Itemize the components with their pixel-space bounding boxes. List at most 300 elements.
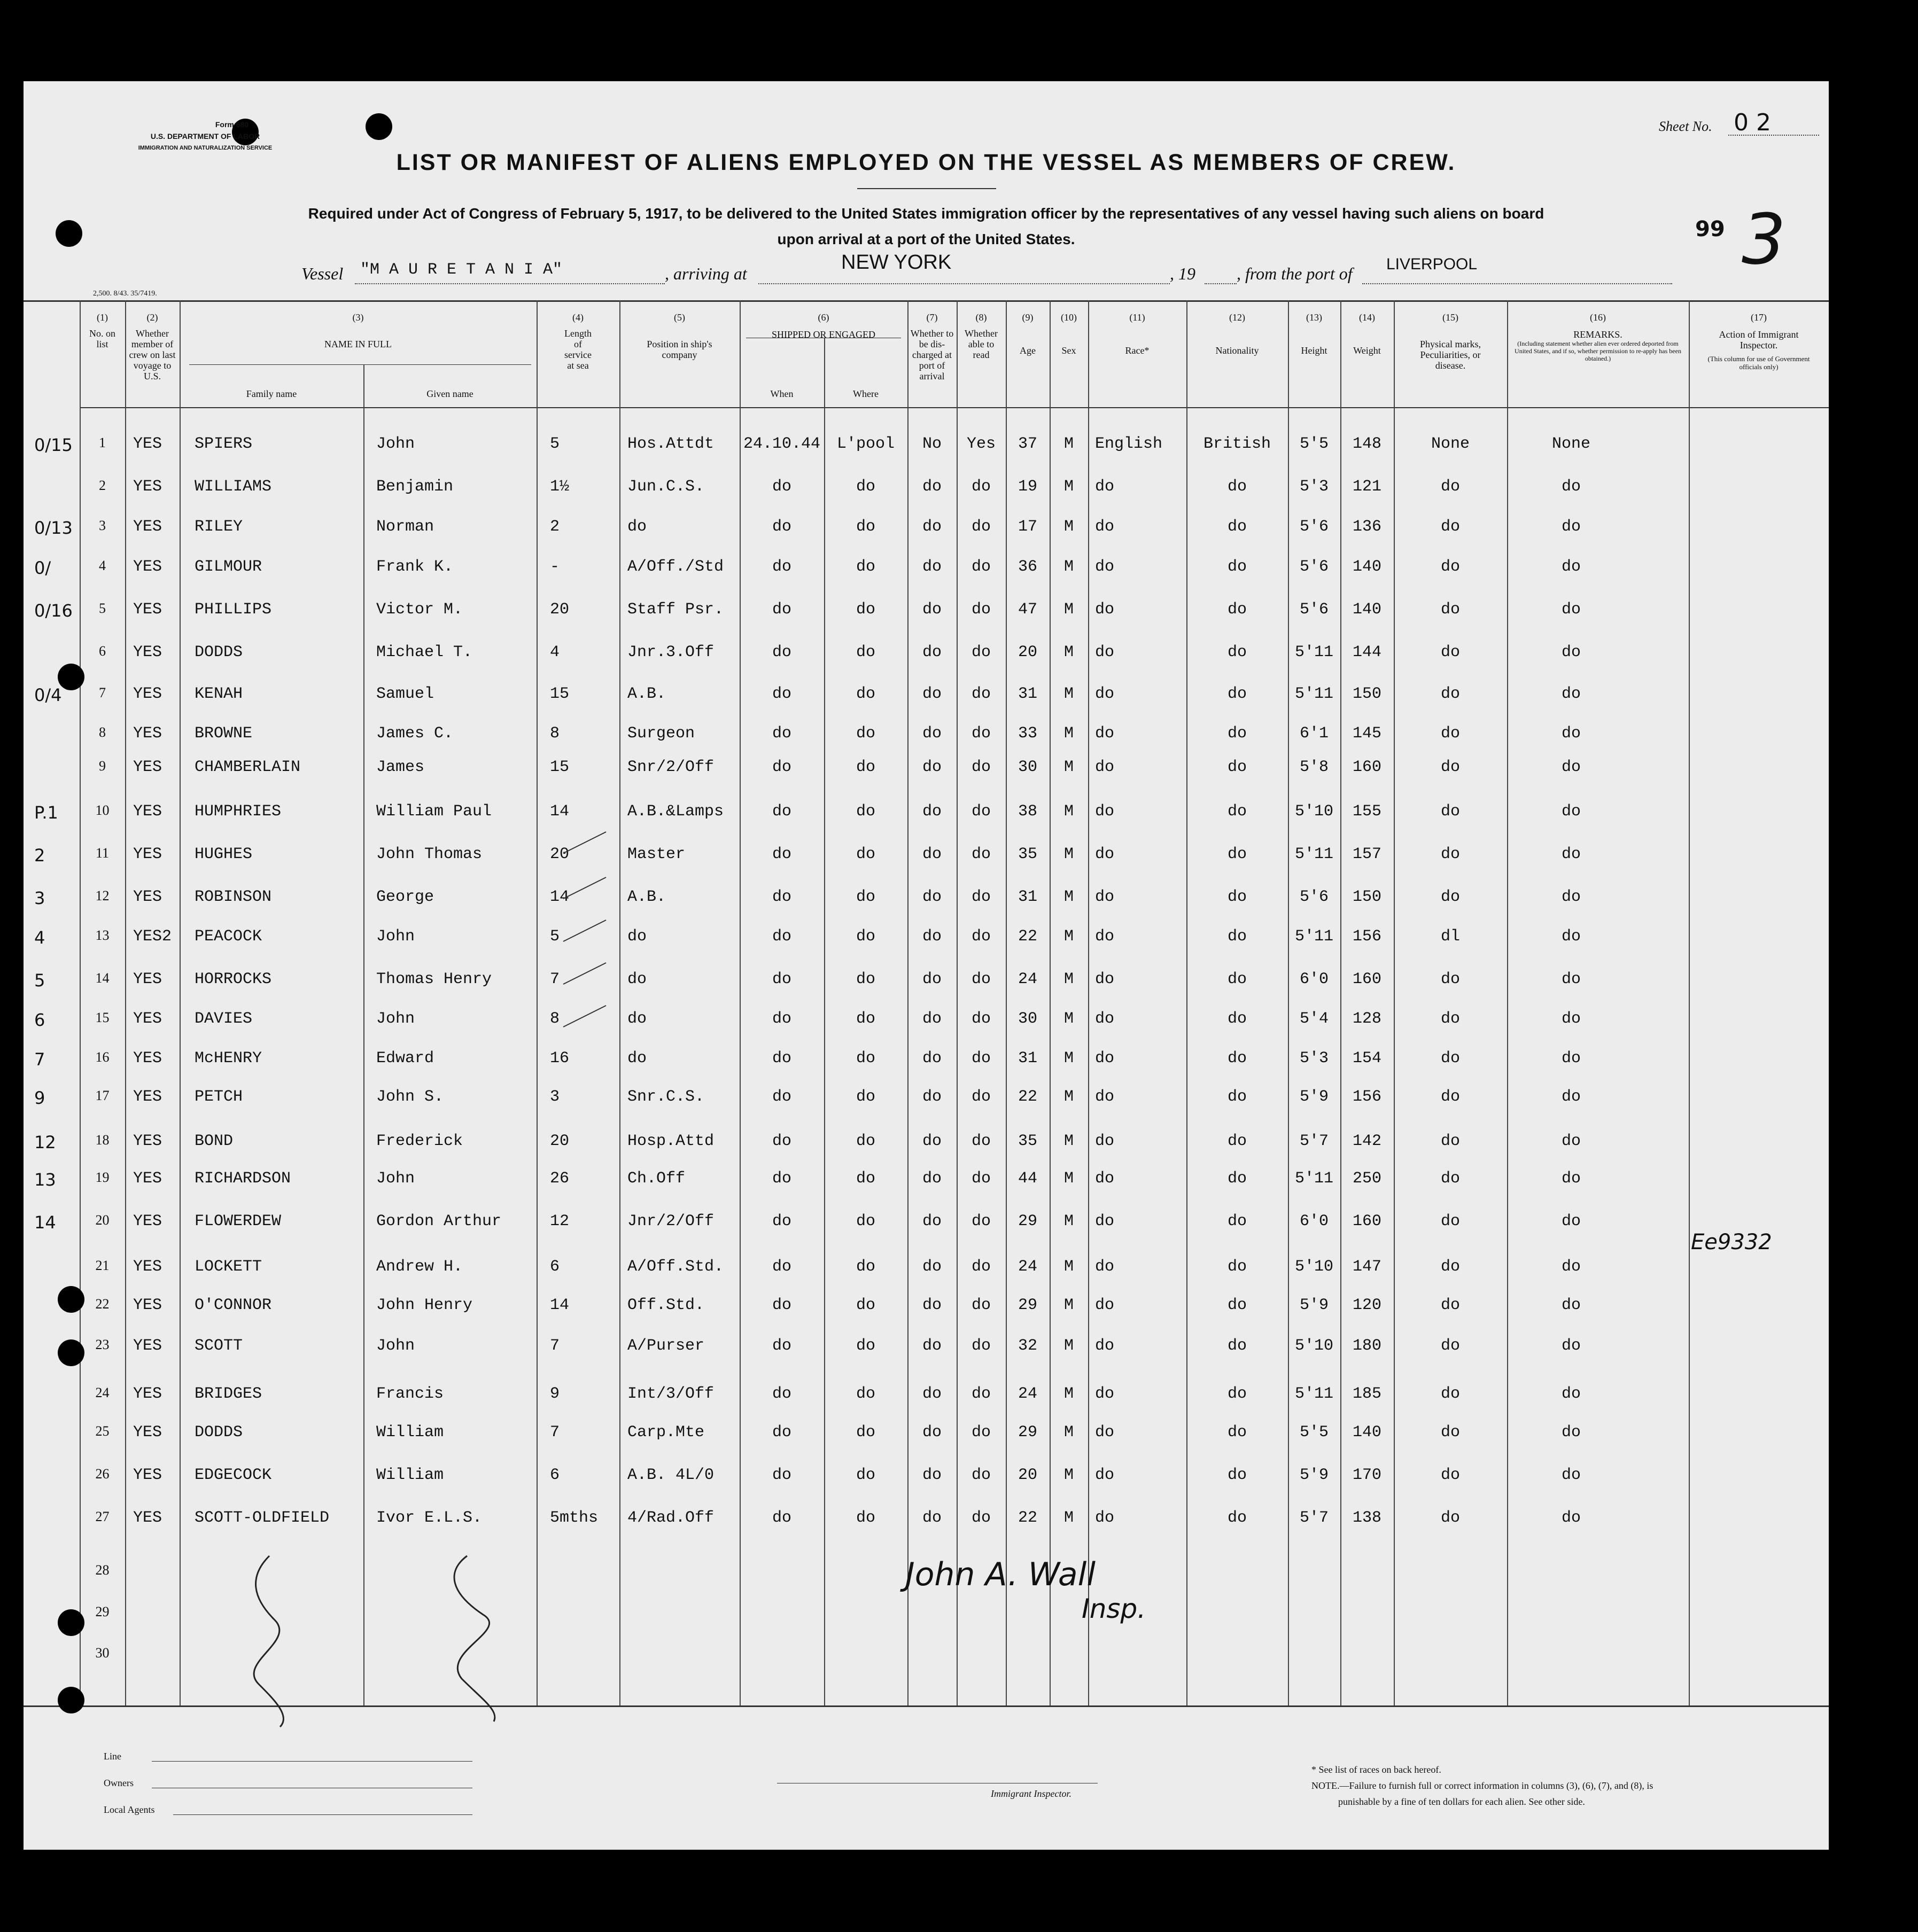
col-number: (1) xyxy=(97,312,108,323)
col-title: Physical marks, Peculiarities, or disease. xyxy=(1420,339,1481,371)
physical-marks: do xyxy=(1440,1010,1460,1028)
family-name: FLOWERDEW xyxy=(195,1212,282,1230)
crew-flag: YES xyxy=(133,1132,162,1150)
given-name: John Henry xyxy=(376,1296,473,1314)
nationality: do xyxy=(1227,685,1247,703)
weight: 142 xyxy=(1352,1132,1381,1150)
shipped-where: do xyxy=(856,1010,875,1028)
race: do xyxy=(1095,643,1115,661)
sex: M xyxy=(1063,803,1074,821)
length-of-service: 16 xyxy=(550,1049,570,1068)
remarks: do xyxy=(1561,928,1581,946)
given-name: Thomas Henry xyxy=(376,970,492,988)
shipped-when: do xyxy=(772,1466,791,1484)
margin-note: 2 xyxy=(34,845,45,866)
able-to-read: do xyxy=(971,888,991,906)
crew-flag: YES xyxy=(133,970,162,988)
crew-flag: YES xyxy=(133,518,162,536)
col-title: Whether to be dis-charged at port of arrival xyxy=(910,328,954,381)
shipped-when: do xyxy=(772,1296,791,1314)
margin-note: 12 xyxy=(34,1132,56,1152)
position: Surgeon xyxy=(627,724,695,743)
immigrant-inspector-label: Immigrant Inspector. xyxy=(991,1788,1071,1799)
length-of-service: 12 xyxy=(550,1212,570,1230)
weight: 150 xyxy=(1352,685,1381,703)
crew-flag: YES xyxy=(133,1010,162,1028)
weight: 180 xyxy=(1352,1337,1381,1355)
shipped-when: do xyxy=(772,970,791,988)
length-of-service: 7 xyxy=(550,1423,560,1442)
race: do xyxy=(1095,1088,1115,1106)
able-to-read: do xyxy=(971,845,991,863)
length-of-service: 15 xyxy=(550,758,570,776)
family-name: EDGECOCK xyxy=(195,1466,272,1484)
given-name: Norman xyxy=(376,518,434,536)
physical-marks: do xyxy=(1440,558,1460,576)
col-title: Action of Immigrant Inspector. xyxy=(1719,329,1799,350)
shipped-where: do xyxy=(856,1088,875,1106)
length-of-service: 6 xyxy=(550,1466,560,1484)
family-name: CHAMBERLAIN xyxy=(195,758,301,776)
race: do xyxy=(1095,478,1115,496)
position: Hosp.Attd xyxy=(627,1132,715,1150)
physical-marks: do xyxy=(1440,643,1460,661)
discharged: do xyxy=(922,1170,942,1188)
sex: M xyxy=(1063,845,1074,863)
shipped-where: do xyxy=(856,970,875,988)
position: Snr.C.S. xyxy=(627,1088,705,1106)
reference-big-number: 3 xyxy=(1742,199,1786,280)
inspector-signature-title: Insp. xyxy=(1082,1593,1146,1624)
weight: 120 xyxy=(1352,1296,1381,1314)
height: 5'7 xyxy=(1299,1509,1329,1527)
given-name: James C. xyxy=(376,724,454,743)
race: do xyxy=(1095,928,1115,946)
line-rule xyxy=(152,1761,472,1762)
given-name: John xyxy=(376,928,415,946)
physical-marks: do xyxy=(1440,724,1460,743)
crew-flag: YES xyxy=(133,558,162,576)
height: 6'0 xyxy=(1299,970,1329,988)
remarks: do xyxy=(1561,1385,1581,1403)
physical-marks: do xyxy=(1440,518,1460,536)
length-of-service: 15 xyxy=(550,685,570,703)
shipped-when: do xyxy=(772,478,791,496)
remarks: do xyxy=(1561,558,1581,576)
able-to-read: do xyxy=(971,685,991,703)
weight: 185 xyxy=(1352,1385,1381,1403)
remarks: do xyxy=(1561,1509,1581,1527)
shipped-where: do xyxy=(856,643,875,661)
right-annotation: Ee9332 xyxy=(1691,1230,1772,1255)
able-to-read: do xyxy=(971,724,991,743)
position: do xyxy=(627,1010,647,1028)
shipped-where: do xyxy=(856,758,875,776)
shipped-where: do xyxy=(856,1385,875,1403)
crew-flag: YES2 xyxy=(133,928,172,946)
fine-note-1: NOTE.—Failure to furnish full or correct information in columns (3), (6), (7), and (8), is xyxy=(1311,1780,1653,1791)
height: 5'9 xyxy=(1299,1466,1329,1484)
arriving-port: NEW YORK xyxy=(841,251,952,274)
nationality: British xyxy=(1203,435,1271,453)
family-name: GILMOUR xyxy=(195,558,262,576)
col-6b-header: Where xyxy=(853,388,879,399)
family-name: ROBINSON xyxy=(195,888,272,906)
nationality: do xyxy=(1227,1132,1247,1150)
age: 24 xyxy=(1018,1258,1037,1276)
year-label: , 19 xyxy=(1170,264,1195,283)
sex: M xyxy=(1063,601,1074,619)
race: do xyxy=(1095,1170,1115,1188)
given-name: Michael T. xyxy=(376,643,473,661)
given-name: Ivor E.L.S. xyxy=(376,1509,483,1527)
nationality: do xyxy=(1227,1010,1247,1028)
margin-note: 13 xyxy=(34,1170,56,1190)
length-of-service: 26 xyxy=(550,1170,570,1188)
weight: 138 xyxy=(1352,1509,1381,1527)
discharged: do xyxy=(922,601,942,619)
col-number: (6) xyxy=(818,312,829,323)
family-name: McHENRY xyxy=(195,1049,262,1068)
able-to-read: do xyxy=(971,601,991,619)
given-name: Benjamin xyxy=(376,478,454,496)
race: do xyxy=(1095,758,1115,776)
family-name: RILEY xyxy=(195,518,243,536)
shipped-where: do xyxy=(856,478,875,496)
height: 5'6 xyxy=(1299,518,1329,536)
col-title: REMARKS. xyxy=(1573,329,1622,340)
crew-flag: YES xyxy=(133,478,162,496)
local-agents-label: Local Agents xyxy=(104,1804,155,1815)
row-number: 4 xyxy=(99,558,106,573)
age: 17 xyxy=(1018,518,1037,536)
margin-note: 3 xyxy=(34,888,45,908)
discharged: do xyxy=(922,1049,942,1068)
row-number: 2 xyxy=(99,478,106,493)
crew-flag: YES xyxy=(133,1296,162,1314)
able-to-read: do xyxy=(971,1049,991,1068)
family-name: LOCKETT xyxy=(195,1258,262,1276)
age: 31 xyxy=(1018,1049,1037,1068)
col-3a-header: Family name xyxy=(246,388,297,399)
age: 20 xyxy=(1018,1466,1037,1484)
discharged: do xyxy=(922,685,942,703)
shipped-when: 24.10.44 xyxy=(743,435,821,453)
crew-flag: YES xyxy=(133,1509,162,1527)
position: A.B. 4L/0 xyxy=(627,1466,715,1484)
discharged: do xyxy=(922,558,942,576)
height: 5'6 xyxy=(1299,888,1329,906)
position: do xyxy=(627,970,647,988)
height: 5'3 xyxy=(1299,1049,1329,1068)
crew-flag: YES xyxy=(133,1337,162,1355)
length-of-service: 9 xyxy=(550,1385,560,1403)
nationality: do xyxy=(1227,1088,1247,1106)
print-code: 2,500. 8/43. 35/7419. xyxy=(93,290,157,298)
able-to-read: do xyxy=(971,1296,991,1314)
col-subtitle: (This column for use of Government officials only) xyxy=(1707,355,1810,371)
discharged: do xyxy=(922,643,942,661)
nationality: do xyxy=(1227,1337,1247,1355)
race: do xyxy=(1095,1337,1115,1355)
length-of-service: 14 xyxy=(550,888,570,906)
height: 6'0 xyxy=(1299,1212,1329,1230)
margin-note: P.1 xyxy=(34,803,58,823)
remarks: do xyxy=(1561,845,1581,863)
height: 5'5 xyxy=(1299,1423,1329,1442)
shipped-when: do xyxy=(772,1423,791,1442)
col-number: (9) xyxy=(1022,312,1034,323)
family-name: HUMPHRIES xyxy=(195,803,282,821)
margin-note: 7 xyxy=(34,1049,45,1070)
weight: 147 xyxy=(1352,1258,1381,1276)
col-number: (12) xyxy=(1229,312,1245,323)
shipped-when: do xyxy=(772,1212,791,1230)
age: 29 xyxy=(1018,1212,1037,1230)
margin-note: 0/16 xyxy=(34,601,73,621)
height: 5'11 xyxy=(1294,1170,1333,1188)
nationality: do xyxy=(1227,724,1247,743)
race: do xyxy=(1095,845,1115,863)
weight: 156 xyxy=(1352,1088,1381,1106)
age: 31 xyxy=(1018,888,1037,906)
length-of-service: 7 xyxy=(550,970,560,988)
remarks: do xyxy=(1561,1466,1581,1484)
given-name: James xyxy=(376,758,425,776)
position: A.B. xyxy=(627,888,666,906)
length-of-service: 8 xyxy=(550,724,560,743)
length-of-service: 20 xyxy=(550,1132,570,1150)
family-name: BROWNE xyxy=(195,724,253,743)
row-number: 10 xyxy=(95,803,110,818)
able-to-read: do xyxy=(971,643,991,661)
physical-marks: do xyxy=(1440,1170,1460,1188)
col-number: (17) xyxy=(1751,312,1767,323)
weight: 140 xyxy=(1352,1423,1381,1442)
col-number: (2) xyxy=(146,312,158,323)
age: 19 xyxy=(1018,478,1037,496)
col-title: SHIPPED OR ENGAGED xyxy=(771,329,875,340)
shipped-when: do xyxy=(772,1049,791,1068)
length-of-service: - xyxy=(550,558,560,576)
margin-note: 5 xyxy=(34,970,45,991)
col-title: Age xyxy=(1020,345,1036,356)
height: 6'1 xyxy=(1299,724,1329,743)
position: Staff Psr. xyxy=(627,601,724,619)
height: 5'3 xyxy=(1299,478,1329,496)
row-number: 17 xyxy=(95,1088,110,1103)
able-to-read: do xyxy=(971,1132,991,1150)
col-title: Position in ship's company xyxy=(647,339,712,360)
age: 24 xyxy=(1018,970,1037,988)
nationality: do xyxy=(1227,518,1247,536)
able-to-read: do xyxy=(971,1088,991,1106)
length-of-service: 3 xyxy=(550,1088,560,1106)
age: 44 xyxy=(1018,1170,1037,1188)
race-note: * See list of races on back hereof. xyxy=(1311,1764,1441,1775)
punch-hole xyxy=(58,1286,84,1313)
shipped-when: do xyxy=(772,758,791,776)
weight: 140 xyxy=(1352,558,1381,576)
family-name: O'CONNOR xyxy=(195,1296,272,1314)
physical-marks: do xyxy=(1440,1212,1460,1230)
race: do xyxy=(1095,685,1115,703)
age: 20 xyxy=(1018,643,1037,661)
able-to-read: do xyxy=(971,1337,991,1355)
empty-row-number: 28 xyxy=(95,1562,110,1578)
vessel-name: "M A U R E T A N I A" xyxy=(360,261,563,279)
crew-flag: YES xyxy=(133,601,162,619)
physical-marks: do xyxy=(1440,1423,1460,1442)
height: 5'10 xyxy=(1294,1337,1333,1355)
race: do xyxy=(1095,1423,1115,1442)
sex: M xyxy=(1063,1423,1074,1442)
physical-marks: None xyxy=(1431,435,1470,453)
weight: 160 xyxy=(1352,1212,1381,1230)
line-label: Line xyxy=(104,1751,121,1762)
sex: M xyxy=(1063,888,1074,906)
position: Int/3/Off xyxy=(627,1385,715,1403)
remarks: do xyxy=(1561,1258,1581,1276)
physical-marks: do xyxy=(1440,803,1460,821)
age: 30 xyxy=(1018,758,1037,776)
age: 22 xyxy=(1018,1088,1037,1106)
col-title: Nationality xyxy=(1215,345,1259,356)
inspector-signature: John A. Wall xyxy=(905,1556,1096,1593)
discharged: do xyxy=(922,1132,942,1150)
shipped-where: do xyxy=(856,601,875,619)
family-name: DODDS xyxy=(195,1423,243,1442)
col-number: (14) xyxy=(1359,312,1375,323)
shipped-where: do xyxy=(856,845,875,863)
sex: M xyxy=(1063,478,1074,496)
given-name: William Paul xyxy=(376,803,492,821)
discharged: do xyxy=(922,1466,942,1484)
shipped-when: do xyxy=(772,1258,791,1276)
shipped-where: do xyxy=(856,1466,875,1484)
reference-number: 99 xyxy=(1695,217,1725,242)
shipped-where: L'pool xyxy=(836,435,895,453)
col-number: (3) xyxy=(352,312,364,323)
crew-flag: YES xyxy=(133,1049,162,1068)
sex: M xyxy=(1063,1258,1074,1276)
family-name: PETCH xyxy=(195,1088,243,1106)
col-title: Whether able to read xyxy=(965,328,998,360)
position: A/Off.Std. xyxy=(627,1258,724,1276)
nationality: do xyxy=(1227,1296,1247,1314)
crew-flag: YES xyxy=(133,1423,162,1442)
physical-marks: do xyxy=(1440,1337,1460,1355)
shipped-when: do xyxy=(772,601,791,619)
height: 5'5 xyxy=(1299,435,1329,453)
sex: M xyxy=(1063,1088,1074,1106)
col-title: Whether member of crew on last voyage to U.S. xyxy=(129,328,176,381)
punch-hole xyxy=(58,664,84,690)
height: 5'6 xyxy=(1299,558,1329,576)
sex: M xyxy=(1063,518,1074,536)
row-number: 6 xyxy=(99,643,106,659)
remarks: do xyxy=(1561,1296,1581,1314)
weight: 128 xyxy=(1352,1010,1381,1028)
crew-flag: YES xyxy=(133,643,162,661)
height: 5'11 xyxy=(1294,685,1333,703)
department-name: U.S. DEPARTMENT OF LABOR xyxy=(150,132,260,141)
weight: 154 xyxy=(1352,1049,1381,1068)
crew-flag: YES xyxy=(133,1385,162,1403)
margin-note: 0/13 xyxy=(34,518,73,538)
discharged: do xyxy=(922,1296,942,1314)
weight: 145 xyxy=(1352,724,1381,743)
shipped-where: do xyxy=(856,928,875,946)
race: do xyxy=(1095,888,1115,906)
weight: 140 xyxy=(1352,601,1381,619)
family-name: KENAH xyxy=(195,685,243,703)
discharged: do xyxy=(922,928,942,946)
nationality: do xyxy=(1227,1212,1247,1230)
given-name: Frank K. xyxy=(376,558,454,576)
discharged: do xyxy=(922,1010,942,1028)
family-name: HORROCKS xyxy=(195,970,272,988)
position: Snr/2/Off xyxy=(627,758,715,776)
able-to-read: do xyxy=(971,1509,991,1527)
given-name: William xyxy=(376,1423,444,1442)
discharged: do xyxy=(922,845,942,863)
family-name: BRIDGES xyxy=(195,1385,262,1403)
owners-label: Owners xyxy=(104,1778,134,1788)
sex: M xyxy=(1063,758,1074,776)
position: Master xyxy=(627,845,686,863)
able-to-read: do xyxy=(971,1423,991,1442)
height: 5'11 xyxy=(1294,1385,1333,1403)
able-to-read: do xyxy=(971,558,991,576)
agents-rule xyxy=(173,1814,472,1815)
nationality: do xyxy=(1227,1423,1247,1442)
position: Off.Std. xyxy=(627,1296,705,1314)
shipped-where: do xyxy=(856,1337,875,1355)
remarks: do xyxy=(1561,1088,1581,1106)
physical-marks: do xyxy=(1440,478,1460,496)
crew-flag: YES xyxy=(133,845,162,863)
row-number: 3 xyxy=(99,518,106,533)
row-number: 7 xyxy=(99,685,106,700)
given-name: John xyxy=(376,1010,415,1028)
race: do xyxy=(1095,1212,1115,1230)
fine-note-2: punishable by a fine of ten dollars for each alien. See other side. xyxy=(1338,1796,1585,1807)
age: 35 xyxy=(1018,845,1037,863)
weight: 150 xyxy=(1352,888,1381,906)
family-name: PEACOCK xyxy=(195,928,262,946)
col-subtitle: (Including statement whether alien ever ordered deported from United States, and if so, whether permission to re-apply has been obtained.) xyxy=(1515,340,1681,362)
crew-flag: YES xyxy=(133,724,162,743)
able-to-read: do xyxy=(971,1258,991,1276)
race: do xyxy=(1095,1296,1115,1314)
margin-note: 0/4 xyxy=(34,685,62,705)
row-number: 20 xyxy=(95,1212,110,1228)
crew-flag: YES xyxy=(133,1258,162,1276)
col-title: Race* xyxy=(1125,345,1150,356)
margin-note: 0/15 xyxy=(34,435,73,455)
nationality: do xyxy=(1227,478,1247,496)
row-number: 12 xyxy=(95,888,110,903)
subtitle-line-2: upon arrival at a port of the United States. xyxy=(777,231,1075,247)
col-3b-header: Given name xyxy=(426,388,473,399)
family-name: DODDS xyxy=(195,643,243,661)
race: do xyxy=(1095,1509,1115,1527)
nationality: do xyxy=(1227,1049,1247,1068)
height: 5'11 xyxy=(1294,845,1333,863)
discharged: do xyxy=(922,1509,942,1527)
shipped-when: do xyxy=(772,724,791,743)
